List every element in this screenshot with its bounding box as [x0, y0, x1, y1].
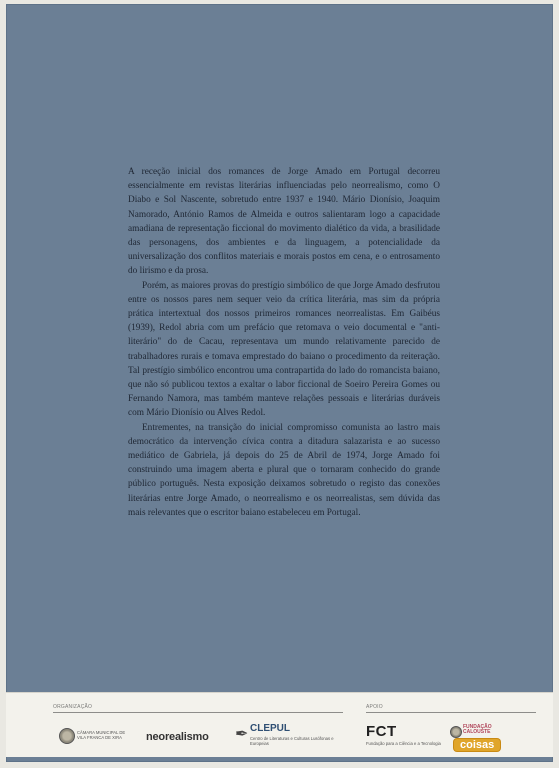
paragraph-2: Porém, as maiores provas do prestígio simbólico de que Jorge Amado desfrutou entre os nossos pares nem sequer veio da crítica literária, mas sim da própria prática intertextual dos nossos primeiros romances neorrealistas. Em Gaibéus (1939), Redol abria com um prefácio que retomava o veio documental e "anti-literário" do de Cacau, representava um mundo relativamente parecido de trabalhadores rurais e tomava emprestado do baiano o procedimento da reiteração. Tal prestígio simbólico encontrou uma contrapartida do lado do romancista baiano, que não só publicou textos a exaltar o labor ficcional de Soeiro Pereira Gomes ou Fernando Namora, mas também manteve relações pessoais e literárias duráveis com Mário Dionísio ou Alves Redol.: [128, 280, 440, 419]
paragraph-1: A receção inicial dos romances de Jorge Amado em Portugal decorreu essencialmente em revistas literárias influenciadas pelo neorrealismo, como O Diabo e Sol Nascente, sobretudo entre 1937 e 1940. Mário Dionísio, Joaquim Namorado, António Ramos de Almeida e outros salientaram logo a capacidade amadiana de representação ficcional do movimento dialético da vida, a brasilidade das personagens, dos ambientes e da linguagem, a potencialidade da universalização dos conflitos materiais e morais postos em cena, e o entrosamento do lirismo e da prosa.: [128, 167, 440, 277]
neorealismo-logo: neorealismo: [146, 731, 209, 743]
organizers-caption: ORGANIZAÇÃO: [53, 704, 93, 710]
blurb-text: [128, 165, 440, 520]
clepul-quill-icon: ✒: [235, 726, 249, 743]
book-back-cover: [6, 4, 553, 762]
clepul-subtitle: Centro de Literaturas e Culturas Lusófonas e Europeias: [250, 736, 334, 746]
camara-seal-icon: [59, 728, 75, 744]
coisas-watermark: coisas: [454, 739, 500, 751]
clepul-logo: CLEPUL: [250, 723, 290, 734]
organizers-rule: [53, 712, 343, 713]
fundacao-logo-text: FUNDAÇÃO CALOUSTE: [463, 724, 492, 735]
paragraph-3: Entrementes, na transição do inicial compromisso comunista ao lastro mais democrático da intervenção cívica contra a ditadura salazarista e ao sucesso mediático de Gabriela, já depois do 25 de Abril de 1974, Jorge Amado foi construindo uma imagem aberta e plural que o tornaram conhecido do grande público português. Nesta exposição deixamos sobretudo o registo das conexões literárias entre Jorge Amado, o neorrealismo e os neorrealistas, sem dúvida das mais relevantes que o escritor baiano estabeleceu em Portugal.: [128, 422, 440, 518]
fundacao-emblem-icon: [450, 726, 462, 738]
sponsor-logos-band: [6, 692, 553, 757]
camara-logo-text: CÂMARA MUNICIPAL DE VILA FRANCA DE XIRA: [77, 730, 126, 740]
support-caption: APOIO: [366, 704, 383, 710]
support-rule: [366, 712, 536, 713]
fct-subtitle: Fundação para a Ciência e a Tecnologia: [366, 741, 441, 746]
fct-logo: FCT: [366, 723, 397, 740]
